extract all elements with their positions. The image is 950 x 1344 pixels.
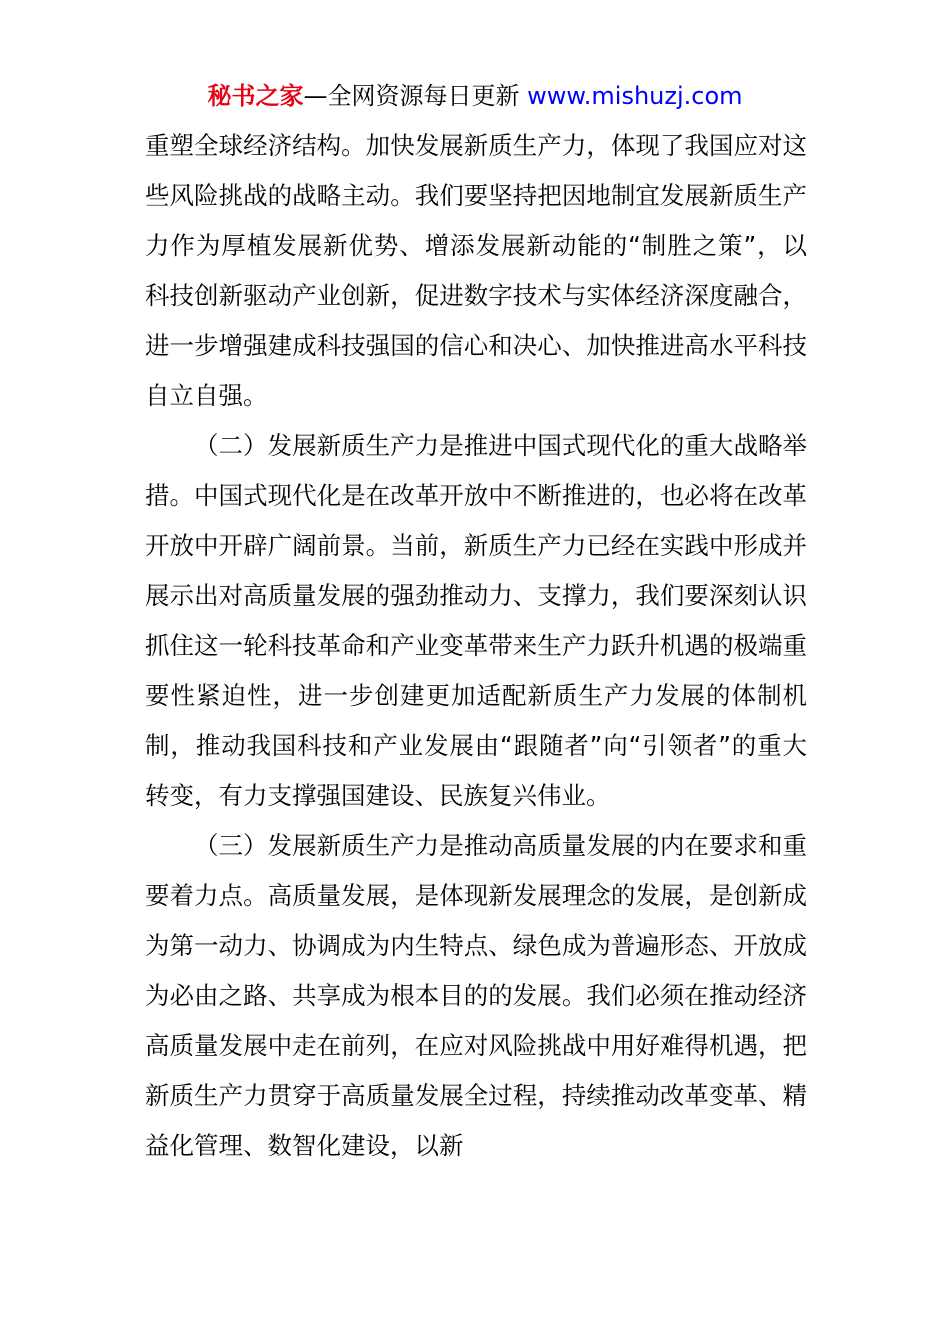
header-tagline: —全网资源每日更新 xyxy=(303,82,520,110)
site-url-link[interactable]: www.mishuzj.com xyxy=(527,82,743,110)
page-header xyxy=(0,80,950,112)
paragraph-section-3: （三）发展新质生产力是推动高质量发展的内在要求和重要着力点。高质量发展，是体现新发展理念的发展，是创新成为第一动力、协调成为内生特点、绿色成为普遍形态、开放成为必由之路、共享成为根本目的的发展。我们必须在推动经济高质量发展中走在前列，在应对风险挑战中用好难得机遇，把新质生产力贯穿于高质量发展全过程，持续推动改革变革、精益化管理、数智化建设，以新 xyxy=(145,831,807,1160)
paragraph-continued: 重塑全球经济结构。加快发展新质生产力，体现了我国应对这些风险挑战的战略主动。我们要坚持把因地制宜发展新质生产力作为厚植发展新优势、增添发展新动能的“制胜之策”，以科技创新驱动产业创新，促进数字技术与实体经济深度融合，进一步增强建成科技强国的信心和决心、加快推进高水平科技自立自强。 xyxy=(145,131,807,410)
brand-name: 秘书之家 xyxy=(207,82,304,110)
paragraph-section-2: （二）发展新质生产力是推进中国式现代化的重大战略举措。中国式现代化是在改革开放中不断推进的，也必将在改革开放中开辟广阔前景。当前，新质生产力已经在实践中形成并展示出对高质量发展的强劲推动力、支撑力，我们要深刻认识抓住这一轮科技革命和产业变革带来生产力跃升机遇的极端重要性紧迫性，进一步创建更加适配新质生产力发展的体制机制，推动我国科技和产业发展由“跟随者”向“引领者”的重大转变，有力支撑强国建设、民族复兴伟业。 xyxy=(145,431,807,810)
document-body xyxy=(145,121,807,1171)
